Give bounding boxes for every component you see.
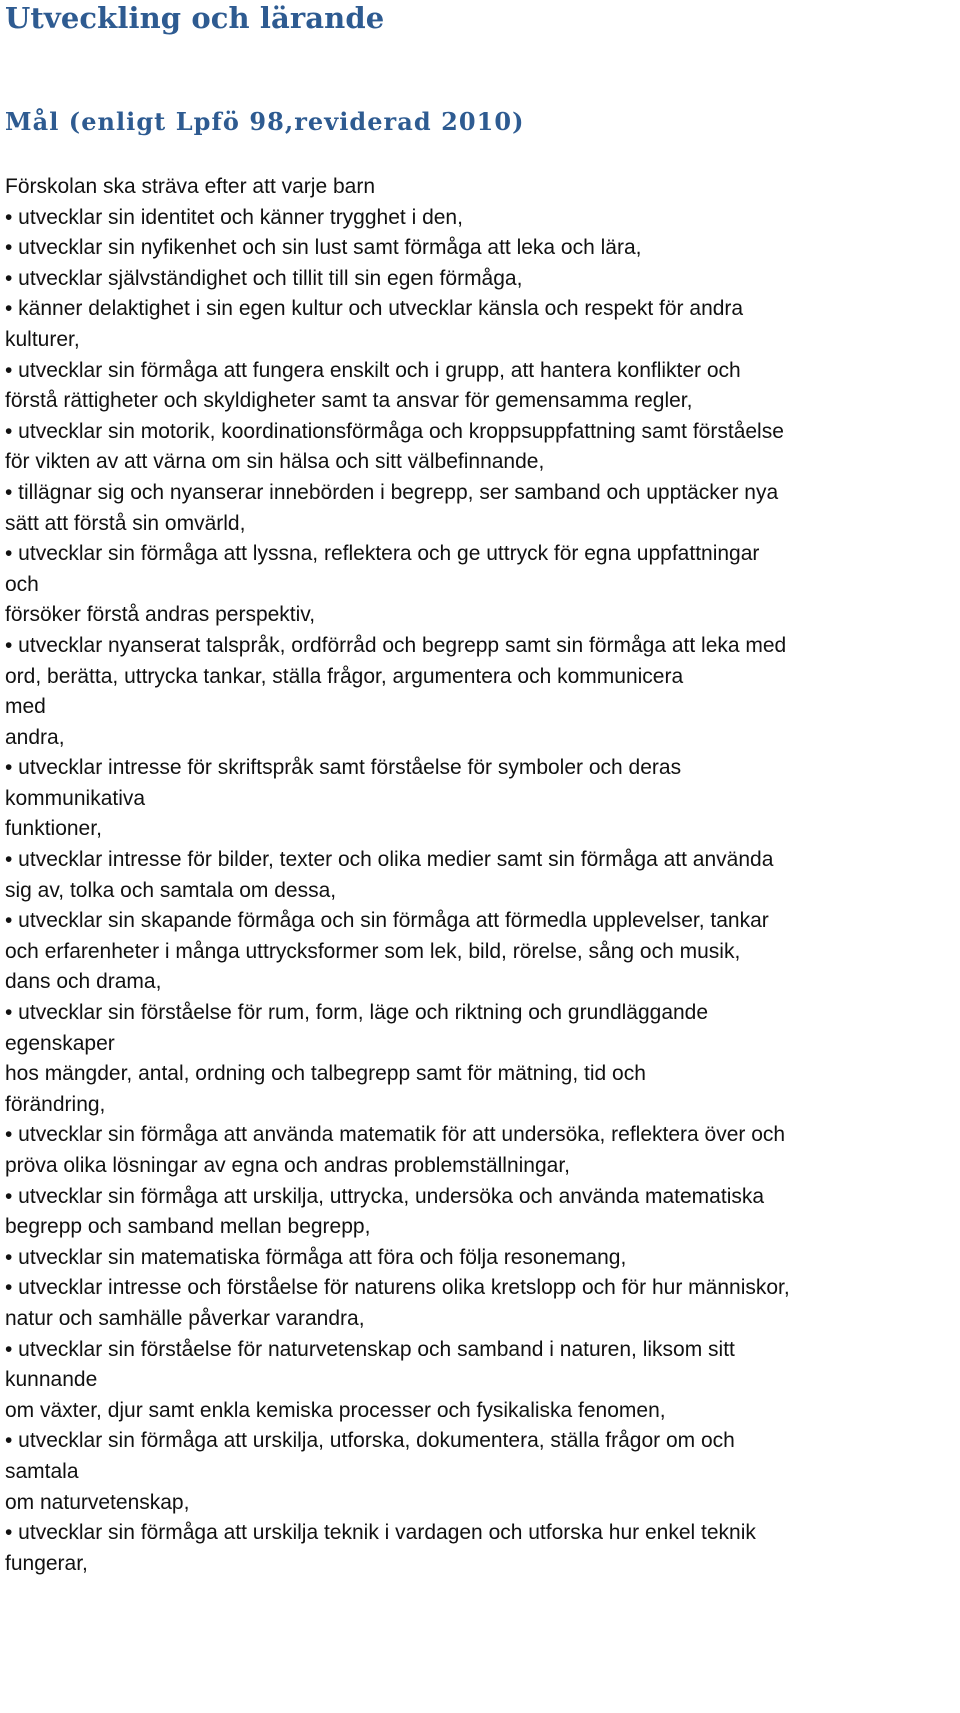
text-line: kunnande (5, 1368, 98, 1392)
text-line: för vikten av att värna om sin hälsa och sitt välbefinnande, (5, 450, 545, 474)
text-line: natur och samhälle påverkar varandra, (5, 1306, 365, 1330)
text-line: med (5, 695, 46, 719)
text-line: och erfarenheter i många uttrycksformer som lek, bild, rörelse, sång och musik, (5, 939, 741, 963)
text-line: förstå rättigheter och skyldigheter samt ta ansvar för gemensamma regler, (5, 389, 693, 413)
text-line: och (5, 572, 39, 596)
goal-item-line: • utvecklar intresse för skriftspråk samt förståelse för symboler och deras (5, 756, 682, 780)
goal-item-line: • utvecklar intresse och förståelse för naturens olika kretslopp och för hur människor, (5, 1276, 790, 1300)
goal-item-line: • känner delaktighet i sin egen kultur och utvecklar känsla och respekt för andra (5, 297, 744, 321)
page-title: Utveckling och lärande (5, 1, 385, 35)
goal-item-line: • utvecklar sin förståelse för naturvetenskap och samband i naturen, liksom sitt (5, 1337, 735, 1361)
goal-item-line: • utvecklar nyanserat talspråk, ordförråd och begrepp samt sin förmåga att leka med (5, 633, 787, 657)
text-line: funktioner, (5, 817, 102, 841)
text-line: pröva olika lösningar av egna och andras problemställningar, (5, 1154, 571, 1177)
text-line: hos mängder, antal, ordning och talbegrepp samt för mätning, tid och (5, 1062, 646, 1086)
goal-item-line: • utvecklar sin identitet och känner trygghet i den, (5, 205, 463, 229)
text-line: om växter, djur samt enkla kemiska processer och fysikaliska fenomen, (5, 1398, 666, 1422)
text-line: fungerar, (5, 1551, 88, 1575)
text-line: försöker förstå andras perspektiv, (5, 603, 316, 627)
goal-item-line: • utvecklar sin förmåga att urskilja, uttrycka, undersöka och använda matematiska (5, 1184, 765, 1208)
text-line: samtala (5, 1459, 79, 1483)
text-line: begrepp och samband mellan begrepp, (5, 1215, 371, 1239)
text-line: kommunikativa (5, 786, 146, 810)
text-line: egenskaper (5, 1031, 115, 1055)
goal-item-line: • utvecklar sin förmåga att fungera enskilt och i grupp, att hantera konflikter och (5, 358, 741, 382)
goal-item-line: • utvecklar sin motorik, koordinationsförmåga och kroppsuppfattning samt förståelse (5, 419, 784, 443)
goal-item-line: • utvecklar självständighet och tillit till sin egen förmåga, (5, 266, 523, 290)
goal-item-line: • utvecklar sin förståelse för rum, form, läge och riktning och grundläggande (5, 1001, 709, 1025)
goal-item-line: • utvecklar sin förmåga att lyssna, reflektera och ge uttryck för egna uppfattningar (5, 542, 760, 566)
goal-item-line: • utvecklar sin förmåga att urskilja, utforska, dokumentera, ställa frågor om och (5, 1429, 735, 1453)
text-line: sig av, tolka och samtala om dessa, (5, 878, 337, 902)
goal-item-line: • utvecklar sin matematiska förmåga att föra och följa resonemang, (5, 1245, 627, 1269)
text-line: ord, berätta, uttrycka tankar, ställa frågor, argumentera och kommunicera (5, 664, 684, 688)
goals-text (5, 172, 960, 1579)
text-line: Förskolan ska sträva efter att varje barn (5, 175, 375, 198)
text-line: andra, (5, 725, 65, 749)
goal-item-line: • utvecklar sin skapande förmåga och sin förmåga att förmedla upplevelser, tankar (5, 909, 769, 933)
goal-item-line: • utvecklar sin förmåga att använda matematik för att undersöka, reflektera över och (5, 1123, 786, 1147)
text-line: sätt att förstå sin omvärld, (5, 511, 246, 535)
text-line: förändring, (5, 1092, 106, 1116)
section-heading: Mål (enligt Lpfö 98,reviderad 2010) (5, 107, 525, 136)
goal-item-line: • utvecklar sin förmåga att urskilja teknik i vardagen och utforska hur enkel teknik (5, 1521, 756, 1545)
goal-item-line: • utvecklar intresse för bilder, texter och olika medier samt sin förmåga att använda (5, 848, 774, 872)
text-line: kulturer, (5, 327, 80, 351)
goal-item-line: • utvecklar sin nyfikenhet och sin lust samt förmåga att leka och lära, (5, 236, 642, 260)
goal-item-line: • tillägnar sig och nyanserar innebörden i begrepp, ser samband och upptäcker nya (5, 480, 779, 504)
text-line: om naturvetenskap, (5, 1490, 190, 1514)
text-line: dans och drama, (5, 970, 162, 994)
